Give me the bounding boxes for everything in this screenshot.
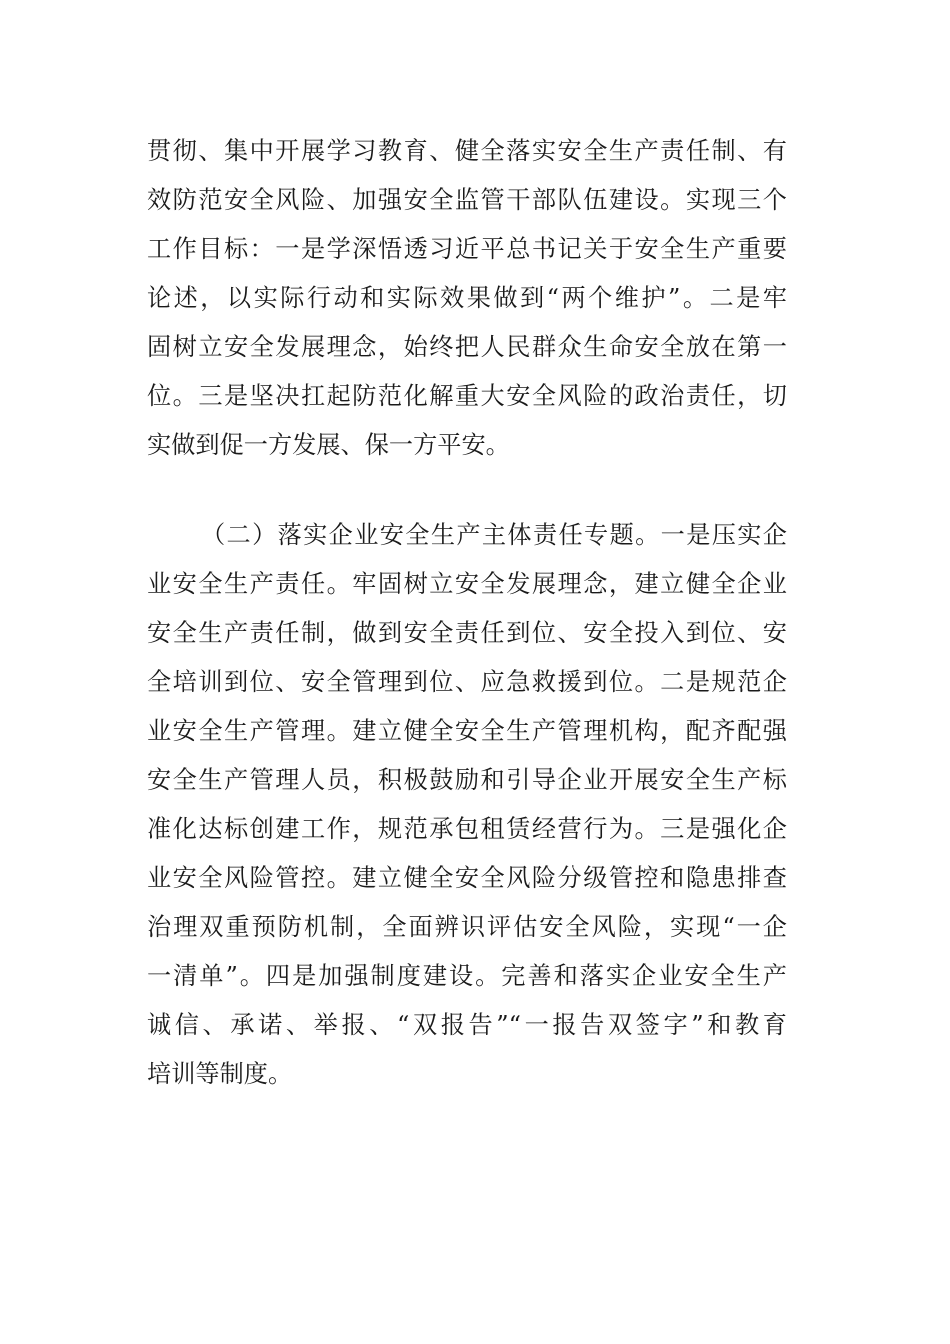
text-line: 实做到促一方发展、保一方平安。: [147, 431, 510, 459]
text-line: 位。三是坚决扛起防范化解重大安全风险的政治责任，切: [147, 382, 787, 410]
text-line: 安全生产管理人员，积极鼓励和引导企业开展安全生产标: [147, 766, 787, 794]
text-line: 全培训到位、安全管理到位、应急救援到位。二是规范企: [147, 668, 787, 696]
text-line: 准化达标创建工作，规范承包租赁经营行为。三是强化企: [147, 815, 787, 843]
text-line: 贯彻、集中开展学习教育、健全落实安全生产责任制、有: [147, 137, 787, 165]
text-line: 业安全生产责任。牢固树立安全发展理念，建立健全企业: [147, 570, 787, 598]
text-line: （二）落实企业安全生产主体责任专题。一是压实企: [201, 521, 787, 549]
text-line: 论述，以实际行动和实际效果做到“两个维护”。二是牢: [147, 284, 787, 312]
text-line: 一清单”。四是加强制度建设。完善和落实企业安全生产: [147, 962, 787, 990]
text-line: 安全生产责任制，做到安全责任到位、安全投入到位、安: [147, 619, 787, 647]
text-line: 培训等制度。: [147, 1060, 293, 1088]
text-line: 治理双重预防机制，全面辨识评估安全风险，实现“一企: [147, 913, 787, 941]
text-line: 诚信、承诺、举报、“双报告”“一报告双签字”和教育: [147, 1011, 787, 1039]
text-line: 业安全生产管理。建立健全安全生产管理机构，配齐配强: [147, 717, 787, 745]
text-line: 固树立安全发展理念，始终把人民群众生命安全放在第一: [147, 333, 787, 361]
text-line: 效防范安全风险、加强安全监管干部队伍建设。实现三个: [147, 186, 787, 214]
text-line: 工作目标：一是学深悟透习近平总书记关于安全生产重要: [147, 235, 787, 263]
text-line: 业安全风险管控。建立健全安全风险分级管控和隐患排查: [147, 864, 787, 892]
